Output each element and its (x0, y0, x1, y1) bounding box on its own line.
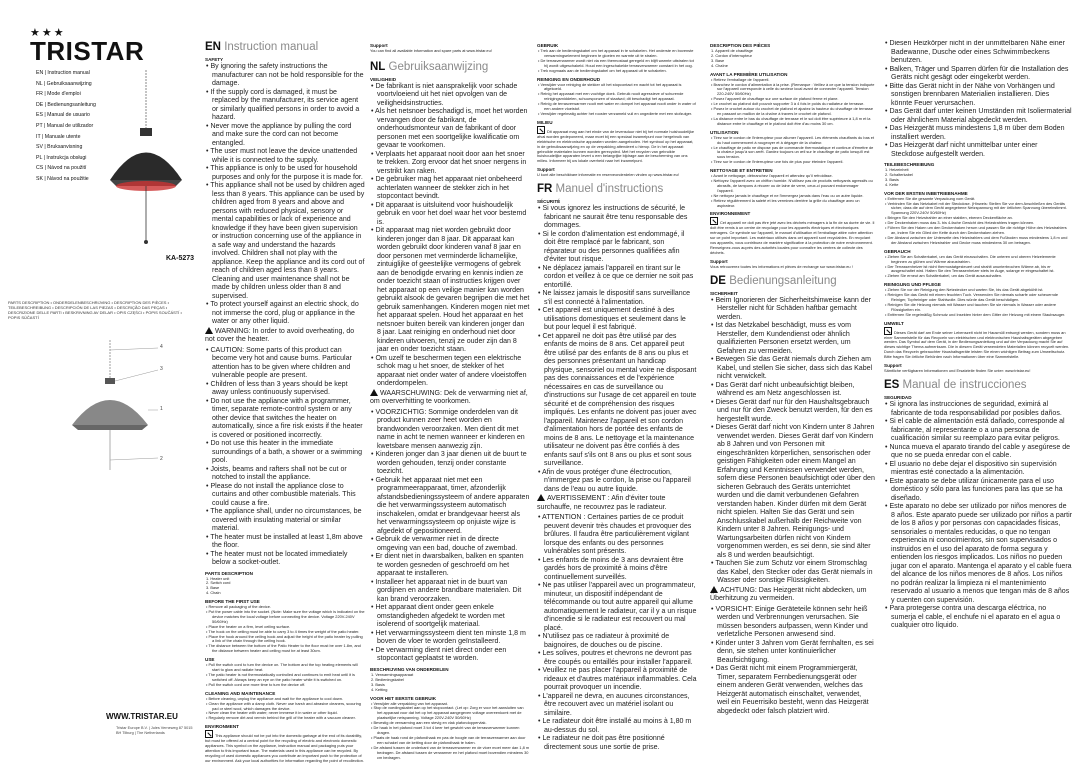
list-item: • Verwijder alle verpakking van het apparaat. (370, 702, 530, 707)
fr-clean-heading: NETTOYAGE ET ENTRETIEN (710, 168, 773, 174)
list-item: • Installeer het apparaat niet in de buurt van gordijnen en andere brandbare materialen. Dit kan brand veroorzaken. (370, 579, 530, 605)
list-item: • Place the heater on a firm, level ceiling surface. (205, 625, 365, 630)
list-item: 1. Verwarmingsapparaat (371, 671, 414, 677)
list-item: • Si le cordon d'alimentation est endommagé, il doit être remplacé par le fabricant, son réparateur ou des personnes qualifiées afin d'éviter tout risque. (537, 231, 697, 265)
list-item: • Dit apparaat mag niet worden gebruikt door kinderen jonger dan 8 jaar. Dit apparaat kan worden gebruikt door kinderen vanaf 8 jaar en door personen met verminderde lichamelijke, zintuiglijke of geestelijke vermogens of gebrek aan de benodigde ervaring en kennis indien ze onder toezicht staan of instructies krijgen over het apparaat op een veilige manier kan worden gebruikt alsook de gevaren begrijpen die met het gebruik samenhangen. Kinderen mogen niet met het apparaat spelen. Houd het apparaat en het netsnoer buiten bereik van kinderen jonger dan 8 jaar. Laat reiniging en onderhoud niet door kinderen uitvoeren, tenzij ze ouder zijn dan 8 jaar en onder toezicht staan. (370, 227, 530, 355)
nl-safety-heading: VEILIGHEID (370, 76, 397, 82)
list-item: • De fabrikant is niet aansprakelijk voor schade voortvloeiend uit het niet opvolgen van de veiligheidsinstructies. (370, 83, 530, 109)
fr-safety-heading: SÉCURITÉ (537, 199, 561, 205)
list-item: • Posez l'appareil de chauffage sur une surface de plafond ferme et plane. (710, 97, 875, 102)
de-support-heading: Support (884, 363, 902, 369)
list-item: • Verwijder regelmatig achter het rooster verzameld vuil en ongedierte met een stofzuiger. (537, 112, 697, 117)
en-before-list (205, 605, 365, 654)
list-item: • De terrasverwarmer wordt niet via een thermostaat geregeld en blijft warmte uitstralen tot hij wordt uitgeschakeld. Houd een ingeschakelde terrasverwarmer constant in het oog. (537, 59, 697, 69)
nl-parts-heading: BESCHRIJVING VAN ONDERDELEN (370, 666, 449, 672)
list-item: • Pull the switch cord to turn the device on. The bottom and the top heating elements will start to glow and radiate heat. (205, 663, 365, 673)
list-item: • Das Heizgerät muss mindestens 1,8 m über dem Boden installiert werden. (884, 125, 1072, 142)
language-item: PL | Instrukcja obsługi (36, 154, 87, 161)
list-item: • Ne nettoyez jamais le chauffage et ne l'immergez jamais dans l'eau ou un autre liquide. (710, 194, 875, 199)
list-item: • Bringen Sie den Heizstrahler an einer stabilen, ebenen Deckenfläche an. (884, 216, 1072, 221)
language-list (36, 68, 96, 185)
fr-safety-list (537, 205, 697, 494)
list-item: • Le crochet au plafond doit pouvoir supporter 3 à 4 fois le poids du radiateur de terrasse. (710, 102, 875, 107)
list-item: • The heater must not be located immediately below a socket-outlet. (205, 551, 365, 568)
list-item: • Kinder unter 3 Jahren vom Gerät fernhalten, es sei denn, sie stehen unter kontinuierlicher Beaufsichtigung. (710, 640, 875, 666)
es-safety-heading: SEGURIDAD (884, 395, 912, 400)
fr-env-heading: ENVIRONNEMENT (710, 211, 751, 217)
list-item: • Verplaats het apparaat nooit door aan het snoer te trekken. Zorg ervoor dat het snoer nergens in verstrikt kan raken. (370, 151, 530, 177)
language-item: NL | Gebruiksaanwijzing (36, 80, 92, 87)
en-use-list (205, 663, 365, 688)
en-safety-heading: SAFETY (205, 57, 224, 62)
de-before-heading: VOR DER ERSTEN INBETRIEBNAHME (884, 190, 968, 196)
list-item: • Diesen Heizkörper nicht in der unmittelbaren Nähe einer Badewanne, Dusche oder eines Schwimmbeckens benutzen. (884, 40, 1072, 66)
company-address: Tristar Europe B.V. | Jules Verneweg 87 5015 BH Tilburg | The Netherlands (116, 726, 193, 735)
list-item: • Do not use the appliance with a programmer, timer, separate remote-control system or any other device that switches the heater on automatically, since a fire risk exists if the heater is covered or positioned incorrectly. (205, 398, 365, 441)
de-use-list (884, 255, 1072, 280)
list-item: • Nunca mueva el aparato tirando del cable y asegúrese de que no se pueda enredar con el cable. (884, 444, 1072, 461)
list-item: • Tauchen Sie zum Schutz vor einem Stromschlag das Kabel, den Stecker oder das Gerät niemals in Wasser oder sonstige Flüssigkeiten. (710, 560, 875, 586)
fr-safety-list-2 (537, 514, 697, 752)
list-item: • Trek nogmaals aan de bedieningskabel om het apparaat uit te schakelen. (537, 69, 697, 74)
list-item: • Children of less than 3 years should be kept away unless continuously supervised. (205, 381, 365, 398)
list-item: • Gebruik de verwarmer niet in de directe omgeving van een bad, douche of zwembad. (370, 536, 530, 553)
en-before-heading: BEFORE THE FIRST USE (205, 599, 260, 605)
list-item: • This appliance is only to be used for household purposes and only for the purpose it is made for. (205, 165, 365, 182)
list-item: • The patio heater is not thermostatically controlled and continues to emit heat until it is switched off. Always keep an eye on the patio heater while it is switched on. (205, 673, 365, 683)
list-item: • Reinigen Sie das Gerät mit einem feuchten Tuch. Verwenden Sie niemals scharfe oder scheuernde Reiniger, Topfreiniger oder Stahlwolle. Dies würde das Gerät beschädigen. (884, 293, 1072, 303)
list-item: 1. Heater unit (206, 575, 230, 581)
list-item: • CAUTION: Some parts of this product can become very hot and cause burns. Particular attention has to be given where children and vulnerable people are present. (205, 347, 365, 381)
list-item: • Le radiateur doit être installé au moins à 1,80 m au-dessus du sol. (537, 718, 697, 735)
list-item: • Ne pas utiliser l'appareil avec un programmateur, minuteur, un dispositif indépendant de télécommande ou tout autre appareil qui allume automatiquement le radiateur, car il y a un risque d'incendie si le radiateur est recouvert ou mal placé. (537, 582, 697, 633)
list-item: • Retirez régulièrement la saleté et les vermines derrière la grille du chauffage avec un aspirateur. (710, 199, 875, 209)
list-item: • Das Gerät nicht mit einem Programmiergerät, Timer, separatem Fernbedienungsgerät oder einem anderen Gerät verwenden, welches das Heizgerät automatisch einschaltet, verwendet, weil ein Feuerrisiko besteht, wenn das Heizgerät abgedeckt oder falsch platziert wird. (710, 665, 875, 716)
list-item: • Cet appareil ne doit pas être utilisé par des enfants de moins de 8 ans. Cet appareil peut être utilisé par des enfants de 8 ans ou plus et des personnes présentant un handicap physique, sensoriel ou mental voire ne disposant pas des connaissances et de l'expérience nécessaires en cas de surveillance ou d'instructions sur l'usage de cet appareil en toute sécurité et de compréhension des risques impliqués. Les enfants ne doivent pas jouer avec l'appareil. Maintenez l'appareil et son cordon d'alimentation hors de portée des enfants de moins de 8 ans. Le nettoyage et la maintenance utilisateur ne doivent pas être confiés à des enfants sauf s'ils ont 8 ans ou plus et sont sous surveillance. (537, 333, 697, 469)
list-item: 2. Schalterkabel (885, 171, 913, 177)
list-item: • Retirez l'emballage de l'appareil. (710, 78, 875, 83)
list-item: 2. Bedieningskabel (371, 676, 404, 682)
list-item: • De verwarming dient niet direct onder een stopcontact geplaatst te worden. (370, 647, 530, 664)
de-warning: ACHTUNG: Das Heizgerät nicht abdecken, um Überhitzung zu vermeiden. (710, 586, 867, 603)
wheelie-bin-icon (537, 126, 545, 134)
en-parts-list (205, 577, 365, 597)
list-item: • Reinig het apparaat met een vochtige doek. Gebruik nooit agressieve of schurende reinigingsmiddelen, schuursponzen of staalwol; dit beschadigt het apparaat. (537, 92, 697, 102)
language-item: EN | Instruction manual (36, 70, 90, 76)
list-item: 2. Cordon d'interrupteur (711, 52, 752, 58)
list-item: • Der Deckenhaken muss das 3- bis 4-fache Gewicht des Heizstrahlers tragen können. (884, 221, 1072, 226)
brand-stars: ★★★ (30, 27, 66, 39)
list-item: • Remove all packaging of the device. (205, 605, 365, 610)
language-item: DE | Bedienungsanleitung (36, 101, 96, 108)
fr-support-heading: Support (710, 258, 728, 264)
list-item: • Ist das Netzkabel beschädigt, muss es vom Hersteller, dem Kundendienst oder ähnlich qualifizierten Personen ersetzt werden, um Gefahren zu vermeiden. (710, 322, 875, 356)
list-item: • Dieses Gerät darf nur für den Haushaltsgebrauch und nur für den Zweck benutzt werden, für den es hergestellt wurde. (710, 399, 875, 425)
fr-title: FR Manuel d'instructions (537, 183, 664, 196)
en-title: EN Instruction manual (205, 41, 319, 53)
list-item: • Het apparaat dient onder geen enkele omstandigheden afgedekt te worden met isolerend of soortgelijk materiaal. (370, 604, 530, 630)
list-item: 1. Appareil de chauffage (711, 48, 753, 53)
diagram-label: 1 (160, 406, 163, 412)
warning-icon (205, 327, 213, 334)
list-item: • Om uzelf te beschermen tegen een elektrische schok mag u het snoer, de stekker of het apparaat niet onder water of andere vloeistoffen onderdompelen. (370, 355, 530, 389)
list-item: • Before cleaning, unplug the appliance and wait for the appliance to cool down. (205, 697, 365, 702)
wheelie-bin-icon (710, 217, 718, 225)
language-item: PT | Manual de utilizador (36, 122, 94, 129)
list-item: • De haak in het plafond moet 3 tot 4 keer het gewicht van de terrasverwarmer kunnen dragen. (370, 726, 530, 736)
warning-icon (710, 586, 718, 593)
heater-product-image (100, 70, 195, 262)
list-item: • Este aparato no debe ser utilizado por niños menores de 8 años. Este aparato puede ser utilizado por niños a partir de los 8 años y por personas con capacidades físicas, sensoriales o mentales reducidas, o que no tengan experiencia ni conocimientos, sin son supervisados o instruidos en el uso del aparato de forma segura y entienden los riesgos implicados. Los niños no pueden jugar con el aparato. Mantenga el aparato y el cable fuera del alcance de los niños menores de 8 años. Los niños no podrán realizar la limpieza ni el mantenimiento reservado al usuario a menos que tengan más de 8 años y cuenten con supervisión. (884, 503, 1072, 605)
nl-clean-list (537, 83, 697, 117)
nl-safety-list-2 (370, 409, 530, 664)
list-item: • Ziehen Sie vor der Reinigung den Netzstecker und warten Sie, bis das Gerät abgekühlt ist. (884, 288, 1072, 293)
list-item: 1. Heizeinheit (885, 167, 909, 172)
fr-before-list (710, 78, 875, 127)
en-env-heading: ENVIRONMENT (205, 724, 239, 730)
list-item: • The appliance shall, under no circumstances, be covered with insulating material or similar material. (205, 508, 365, 534)
list-item: • The hook on the ceiling must be able to carry 3 to 4 times the weight of the patio heater. (205, 630, 365, 635)
list-item: • Reinigen Sie die Heizung niemals mit Wasser und tauchen Sie sie niemals in Wasser oder andere Flüssigkeiten ein. (884, 303, 1072, 313)
es-column (884, 40, 1072, 770)
list-item: • Ne laissez jamais le dispositif sans surveillance s'il est connecté à l'alimentation. (537, 290, 697, 307)
de-before-list (884, 197, 1072, 246)
list-item: • Ziehen Sie erneut am Schalterkabel, um das Gerät auszuschalten. (884, 274, 1072, 279)
list-item: • De gebruiker mag het apparaat niet onbeheerd achterlaten wanneer de stekker zich in het stopcontact bevindt. (370, 176, 530, 202)
list-item: • Le radiateur ne doit pas être positionné directement sous une sortie de prise. (537, 735, 697, 752)
list-item: • Bewegen Sie das Gerät niemals durch Ziehen am Kabel, und stellen Sie sicher, dass sich das Kabel nicht verwickelt. (710, 356, 875, 382)
list-item: • Afin de vous protéger d'une électrocution, n'immergez pas le cordon, la prise ou l'appareil dans de l'eau ou autre liquide. (537, 469, 697, 495)
en-support-text: You can find all available information and spare parts at www.tristar.eu! (370, 48, 492, 53)
fr-before-heading: AVANT LA PREMIÈRE UTILISATION (710, 71, 788, 77)
cover-panel (0, 0, 200, 774)
nl-support-heading: Support (537, 167, 555, 173)
list-item: • Avant le nettoyage, débranchez l'appareil et attendez qu'il refroidisse. (710, 174, 875, 179)
fr-warning: AVERTISSEMENT : Afin d'éviter toute surchauffe, ne recouvrez pas le radiateur. (537, 495, 667, 511)
list-item: • El usuario no debe dejar el dispositivo sin supervisión mientras esté conectado a la alimentación. (884, 461, 1072, 478)
list-item: • Never move the appliance by pulling the cord and make sure the cord can not become entangled. (205, 123, 365, 149)
list-item: • VORSICHT: Einige Geräteteile können sehr heiß werden und Verbrennungen verursachen. Sie müssen besonders aufpassen, wenn Kinder und verletzliche Personen anwesend sind. (710, 606, 875, 640)
en-clean-list (205, 697, 365, 722)
list-item: • If the supply cord is damaged, it must be replaced by the manufacturer, its service agent or similarly qualified persons in order to avoid a hazard. (205, 89, 365, 123)
brand-logo: TRISTAR (30, 36, 145, 66)
fr-use-list (710, 136, 875, 165)
list-item: • Clean the appliance with a damp cloth. Never use harsh and abrasive cleaners, scouring pad or steel wool, which damages the device. (205, 702, 365, 712)
wheelie-bin-icon (884, 327, 892, 335)
list-item: • Der Terrassenheizer ist nicht thermostatgesteuert und strahlt ununterbrochen Wärme ab, bis er ausgeschaltet wird. Halten Sie den Terrassenheizer stets im Auge, solange er eingeschaltet ist. (884, 265, 1072, 275)
model-number: KA-5273 (166, 255, 195, 262)
list-item: • Beim Ignorieren der Sicherheitshinweise kann der Hersteller nicht für Schäden haftbar gemacht werden. (710, 297, 875, 323)
diagram-label: 3 (160, 366, 163, 372)
de-parts-heading: TEILEBESCHREIBUNG (884, 162, 935, 167)
list-item: • To protect yourself against an electric shock, do not immerse the cord, plug or appliance in the water or any other liquid. (205, 301, 365, 327)
list-item: 4. Ketting (371, 686, 388, 692)
list-item: • By ignoring the safety instructions the manufacturer can not be hold responsible for the damage. (205, 63, 365, 89)
language-item: SV | Bruksanvisning (36, 144, 83, 151)
list-item: • Regularly remove dirt and vermin behind the grill of the heater with a vacuum cleaner. (205, 716, 365, 721)
en-safety-list (205, 63, 365, 327)
de-support-text: Sämtliche verfügbaren Informationen und Ersatzteile finden Sie unter: www.tristar.eu! (884, 368, 1031, 374)
nl-env-heading: MILIEU (537, 119, 553, 125)
list-item: • Verwijder voor reiniging de stekker uit het stopcontact en wacht tot het apparaat is afgekoeld. (537, 83, 697, 93)
en-support-heading: Support (370, 43, 388, 48)
list-item: • Tirez sur le cordon de l'interrupteur une fois de plus pour éteindre l'appareil. (710, 160, 875, 165)
list-item: • Never clean the heater with water; never immerse it in water or other liquid. (205, 711, 365, 716)
list-item: • Dit apparaat is uitsluitend voor huishoudelijk gebruik en voor het doel waar het voor bestemd is. (370, 202, 530, 228)
list-item: • The user must not leave the device unattended while it is connected to the supply. (205, 148, 365, 165)
list-item: • Si el cable de alimentación está dañado, corresponde al fabricante, al representante o a una persona de cualificación similar su reemplazo para evitar peligros. (884, 418, 1072, 444)
list-item: • Führen Sie den Haken um den Deckenhaken herum und passen Sie die richtige Höhe des Heizstrahlers an, indem Sie ein Glied der Kette durch den Deckenhaken ziehen. (884, 226, 1072, 236)
list-item: • Si ignora las instrucciones de seguridad, eximirá al fabricante de toda responsabilidad por posibles daños. (884, 401, 1072, 418)
diagram-label: 4 (160, 344, 163, 350)
list-item: • Entfernen Sie regelmäßig Schmutz und Insekten hinter dem Gitter der Heizung mit einem Staubsauger. (884, 313, 1072, 318)
list-item: • Les solives, poutres et chevrons ne devront pas être coupés ou entaillés pour installer l'appareil. (537, 650, 697, 667)
nl-use-list (537, 49, 697, 74)
fr-clean-list (710, 174, 875, 208)
list-item: • Este aparato se debe utilizar únicamente para el uso doméstico y sólo para las funciones para las que se ha diseñado. (884, 478, 1072, 504)
en-safety-list-2 (205, 347, 365, 568)
list-item: • Er dient niet in dwarsbalken, balken en spanten te worden gesneden of geschroefd om het apparaat te installeren. (370, 553, 530, 579)
heater-parts-diagram (60, 340, 160, 490)
list-item: • ATTENTION : Certaines parties de ce produit peuvent devenir très chaudes et provoquer des brûlures. Il faudra être particulièrement vigilant lorsque des enfants ou des personnes vulnérables sont présents. (537, 514, 697, 557)
list-item: • The heater must be installed at least 1,8m above the floor. (205, 534, 365, 551)
language-item: ES | Manual de usuario (36, 112, 90, 119)
de-safety-list-2 (710, 606, 875, 717)
language-item: FR | Mode d'emploi (36, 91, 81, 98)
list-item: 3. Base (206, 585, 220, 591)
list-item: • Pull the switch cord one more time to turn the device off. (205, 683, 365, 688)
warning-icon (537, 494, 545, 501)
de-safety-list (710, 297, 875, 586)
list-item: • Stop de voedingskabel aan op het stopcontact. (Let op: Zorg er voor het aansluiten van het apparaat voor dat het op het apparaat aangegeven voltage overeenkomt met de plaatselijke netspanning. Voltage 220V-240V 50/60Hz) (370, 706, 530, 721)
list-item: • Gebruik het apparaat niet met een programmeerapparaat, timer, afzonderlijk afstandsbedieningssysteem of andere apparaten die het verwarmingssysteem automatisch inschakelen, omdat er brandgevaar heerst als het verwarmingssysteem op onjuiste wijze is afgedekt of gepositioneerd. (370, 477, 530, 537)
fr-env-text: Cet appareil ne doit pas être jeté avec les déchets ménagers à la fin de sa durée de vie. Il doit être remis à un centre de recyclage pour les appareils électriques et électroniques ménagers. Ce symbole sur l'appareil, le manuel d'utilisation et l'emballage attire votre attention sur ce point important. Les matériaux utilisés dans cet appareil sont recyclables. En recyclant vos appareils, vous contribuez de manière significative à la protection de notre environnement. Renseignez-vous auprès des autorités locales pour connaître les centres de collecte des déchets. (710, 217, 875, 255)
list-item: • Veuillez ne pas placer l'appareil à proximité de rideaux et d'autres matériaux inflammables. Cela pourrait provoquer un incendie. (537, 667, 697, 693)
nl-env-text: Dit apparaat mag aan het einde van de levensduur niet bij het normale huishoudelijke afval worden gedeponeerd, maar moet bij een speciaal inzamelpunt voor hergebruik van elektrische en elektronische apparaten worden aangeboden. Het symbool op het apparaat, in de gebruiksaanwijzing en op de verpakking attendeert u hierop. De in het apparaat gebruikte materialen kunnen worden gerecycled. Met het recyclen van gebruikte huishoudelijke apparaten levert u een belangrijke bijdrage aan de bescherming van ons milieu. Informeer bij uw lokale overheid naar het inzamelpunt. (537, 126, 697, 164)
list-item: • Reinig de terrasverwarmer nooit met water en dompel het apparaat nooit onder in water of een andere vloeistof. (537, 102, 697, 112)
fr-support-text: Vous retrouverez toutes les informations et pièces de rechange sur www.tristar.eu ! (710, 263, 853, 269)
list-item: • Verbinden Sie das Netzkabel mit der Steckdose. (Hinweis: Stellen Sie vor dem Anschließen des Geräts sicher, dass die auf dem Gerät angegebene Netzspannung mit der örtlichen Spannung übereinstimmt. Spannung 220V-240V 50/60Hz) (884, 202, 1072, 217)
list-item: • Als het netsnoer beschadigd is, moet het worden vervangen door de fabrikant, de onderhoudsmonteur van de fabrikant of door personen met een soortgelijke kwalificatie om gevaar te voorkomen. (370, 108, 530, 151)
list-item: • Para protegerse contra una descarga eléctrica, no sumerja el cable, el enchufe ni el aparato en el agua o cualquier otro líquido. (884, 605, 1072, 631)
de-title: DE Bedienungsanleitung (710, 274, 837, 287)
list-item: • This appliance shall not be used by children aged less than 8 years. This appliance can be used by children aged from 8 years and above and persons with reduced physical, sensory or mental capabilities or lack of experience and knowledge if they have been given supervision or instruction concerning use of the appliance in a safe way and understand the hazards involved. Children shall not play with the appliance. Keep the appliance and its cord out of reach of children aged less than 8 years. Cleaning and user maintenance shall not be made by children unless older than 8 and supervised. (205, 182, 365, 301)
nl-parts-list (370, 673, 530, 693)
de-parts-list (884, 168, 1072, 188)
language-item: CS | Návod na použití (36, 165, 87, 172)
list-item: • La distance entre le bas du chauffage de terrasse et le sol doit être supérieure à 1,8 m et la distance entre le chauffage et le plafond doit être d'au moins 30 cm. (710, 117, 875, 127)
list-item: • N'utilisez pas ce radiateur à proximité de baignoires, de douches ou de piscine. (537, 633, 697, 650)
language-item: SK | Návod na použitie (36, 175, 89, 182)
de-env-heading: UMWELT (884, 320, 904, 326)
list-item: • Nettoyez l'appareil avec un chiffon humide. N'utilisez pas de produits nettoyants agressifs ou abrasifs, de tampons à récurer ou de laine de verre, ceux-ci pouvant endommager l'appareil. (710, 179, 875, 194)
list-item: • Balken, Träger und Sparren dürfen für die Installation des Geräts nicht gesägt oder eingekerbt werden. (884, 66, 1072, 83)
list-item: • Cet appareil est uniquement destiné à des utilisations domestiques et seulement dans le but pour lequel il est fabriqué. (537, 307, 697, 333)
en-use-heading: USE (205, 657, 215, 663)
list-item: • Trek aan de bedieningskabel om het apparaat in te schakelen. Het onderste en bovenste verwarmingselement beginnen te gloeien en warmte uit te stralen. (537, 49, 697, 59)
list-item: • Put the power cable into the socket. (Note: Make sure the voltage which is indicated on the device matches the local voltage before connecting the device. Voltage 220V-240V 50/60Hz) (205, 610, 365, 625)
list-item: 4. Kette (885, 181, 899, 187)
list-item: • Ne déplacez jamais l'appareil en tirant sur le cordon et veillez à ce que ce dernier ne soit pas entortillé. (537, 265, 697, 291)
de-clean-list (884, 288, 1072, 317)
list-item: • Bitte das Gerät nicht in der Nähe von Vorhängen und sonstigen brennbaren Materialien installieren. Dies könnte Feuer verursachen. (884, 83, 1072, 109)
list-item: 3. Base (711, 57, 725, 63)
website: WWW.TRISTAR.EU (106, 712, 178, 721)
list-item: • Het verwarmingssysteem dient ten minste 1,8 m boven de vloer te worden geïnstalleerd. (370, 630, 530, 647)
list-item: 3. Basis (371, 681, 385, 687)
nl-title: NL Gebruiksaanwijzing (370, 60, 489, 73)
nl-safety-list (370, 83, 530, 389)
list-item: • Please do not install the appliance close to curtains and other combustible materials. This could cause a fire. (205, 483, 365, 509)
language-item: IT | Manuale utente (36, 133, 81, 140)
en-column (205, 40, 365, 770)
list-item: • VOORZICHTIG: Sommige onderdelen van dit product kunnen zeer heet worden en brandwonden veroorzaken. Men dient dit met name in acht te nemen wanneer er kinderen en kwetsbare mensen aanwezig zijn. (370, 409, 530, 452)
list-item: • De afstand tussen de onderkant van de terrasverwarmer en de vloer moet meer dan 1,8 m bedragen. De afstand tussen de verwarmer en het plafond moet bovendien minstens 30 cm bedragen. (370, 746, 530, 761)
list-item: • Ziehen Sie am Schalterkabel, um das Gerät einzuschalten. Die unteren und oberen Heizelemente beginnen zu glühen und Wärme abzustrahlen. (884, 255, 1072, 265)
en-env-text: This appliance should not be put into the domestic garbage at the end of its durability, but must be offered at a central point for the recycling of electric and electronic domestic appliances. This symbol on the appliance, instruction manual and packaging puts your attention to this important issue. The materials used in this appliance can be recycled. By recycling of used domestic appliances you contribute an important push to the protection of our environment. Ask your local authorities for information regarding the point of recollection. (205, 730, 365, 763)
nl-clean-heading: REINIGING EN ONDERHOUD (537, 76, 601, 82)
wheelie-bin-icon (205, 730, 213, 738)
list-item: • Das Heizgerät darf nicht unmittelbar unter einer Steckdose aufgestellt werden. (884, 142, 1072, 159)
fr-column (537, 40, 697, 770)
list-item: • Das Gerät darf nicht unbeaufsichtigt bleiben, während es am Netz angeschlossen ist. (710, 382, 875, 399)
list-item: • Kinderen jonger dan 3 jaar dienen uit de buurt te worden gehouden, tenzij onder constante toezicht. (370, 451, 530, 477)
list-item: 2. Switch cord (206, 580, 231, 586)
parts-caption: PARTS DESCRIPTION • ONDERDELENBESCHRIJVING • DESCRIPTION DES PIÈCES • TEILEBESCHREIBUNG • DESCRIPCIÓN DE LAS PIEZAS • DESCRIÇÃO DAS PEÇAS • DESCRIZIONE DELLE PARTI • BESKRIVNING AV DELAR • OPIS CZĘŚCI • POPIS SOUČÁSTÍ • POPIS SÚČASTÍ (8, 300, 182, 320)
list-item: • Branchez le cordon d'alimentation à la prise. (Remarque : Veillez à ce que la tension indiquée sur l'appareil corresponde à celle du secteur local avant de connecter l'appareil. Tension 220-240V 50/60Hz) (710, 83, 875, 98)
de-clean-heading: REINIGUNG UND PFLEGE (884, 282, 941, 288)
list-item: • Das Gerät darf unter keinen Umständen mit Isoliermaterial oder ähnlichem Material abgedeckt werden. (884, 108, 1072, 125)
list-item: • Plaats de haak rond de plafondhaak en pas de hoogte van de terrasverwarmer aan door een schakel van de ketting door de plafondhaak te halen. (370, 736, 530, 746)
en-warning: WARNING: In order to avoid overheating, do not cover the heater. (205, 327, 355, 343)
fr-use-heading: UTILISATION (710, 129, 739, 135)
list-item: • Place the hook around the ceiling hook and adjust the height of the patio heater by pulling a link of the chain through the ceiling hook. (205, 635, 365, 645)
list-item: • The distance between the bottom of the Patio Heater to the floor must be over 1.8m, and the distance between heater and ceiling must be at least 30cm. (205, 644, 365, 654)
es-title: ES Manual de instrucciones (884, 379, 1027, 391)
nl-column (370, 40, 530, 770)
list-item: • Si vous ignorez les instructions de sécurité, le fabricant ne saurait être tenu responsable des dommages. (537, 205, 697, 231)
list-item: • Bevestig de verwarming aan een stevig en vlak plafondoppervlak. (370, 721, 530, 726)
list-item: • Les enfants de moins de 3 ans devraient être gardés hors de proximité à moins d'être continuellement surveillés. (537, 557, 697, 583)
nl-support-text: U kunt alle beschikbare informatie en reserveonderdelen vinden op www.tristar.eu! (537, 172, 679, 178)
list-item: 3. Basis (885, 176, 899, 182)
en-parts-heading: PARTS DESCRIPTION (205, 570, 253, 576)
list-item: • Entfernen Sie die gesamte Verpackung vom Gerät. (884, 197, 1072, 202)
en-clean-heading: CLEANING AND MAINTENANCE (205, 690, 276, 696)
warning-icon (370, 389, 378, 396)
list-item: • Der Abstand zwischen der Unterseite des Heizstrahlers und dem Fußboden muss mindestens 1,8 m und der Abstand zwischen Heizstrahler und Decke muss mindestens 30 cm betragen. (884, 236, 1072, 246)
list-item: 4. Chaîne (711, 62, 728, 68)
de-env-text: Dieses Gerät darf am Ende seiner Lebenszeit nicht im Hausmüll entsorgt werden, sondern muss an einer Sammelstelle für das Recyceln von elektrischen und elektronischen Haushaltsgeräten abgegeben werden. Das Symbol auf dem Gerät, in der Bedienungsanleitung und auf der Verpackung macht Sie auf dieses wichtige Thema aufmerksam. Die in diesem Gerät verwendeten Materialien können recycelt werden. Durch das Recyceln gebrauchter Haushaltsgeräte leisten Sie einen wichtigen Beitrag zum Umweltschutz. Bitte fragen Sie örtliche Behörden nach Informationen über eine Sammelstelle. (884, 327, 1072, 360)
diagram-label: 2 (160, 456, 163, 462)
list-item: • Joists, beams and rafters shall not be cut or notched to install the appliance. (205, 466, 365, 483)
list-item: 4. Chain (206, 590, 221, 596)
fr-parts-list (710, 49, 875, 69)
list-item: • Do not use this heater in the immediate surroundings of a bath, a shower or a swimming pool. (205, 440, 365, 466)
list-item: • Le chauffage de patio ne dispose pas de commande thermostatique et continue d'émettre de la chaleur jusqu'à son arrêt. Gardez toujours un œil sur le chauffage de patio lorsqu'il est sous tension. (710, 146, 875, 161)
nl-warning: WAARSCHUWING: Dek de verwarming niet af, om oververhitting te voorkomen. (370, 389, 528, 406)
nl-use-heading: GEBRUIK (537, 43, 559, 48)
de-safety-list-3 (884, 40, 1072, 159)
list-item: • Posez le crochet autour du crochet de plafond et ajustez la hauteur du chauffage de terrasse en passant un maillon de la chaîne à travers le crochet de plafond. (710, 107, 875, 117)
de-safety-heading: SICHERHEIT (710, 290, 738, 296)
list-item: • L'appareil ne devra, en aucunes circonstances, être recouvert avec un matériel isolant ou similaire. (537, 693, 697, 719)
list-item: • Tirez sur le cordon de l'interrupteur pour allumer l'appareil. Les éléments chauffants du bas et du haut commencent à rougeoyer et à dégager de la chaleur. (710, 136, 875, 146)
es-safety-list (884, 401, 1072, 631)
fr-parts-heading: DESCRIPTION DES PIÈCES (710, 43, 771, 48)
nl-before-list (370, 702, 530, 761)
de-column (710, 40, 875, 770)
nl-before-heading: VOOR HET EERSTE GEBRUIK (370, 695, 437, 701)
de-use-heading: GEBRAUCH (884, 248, 911, 254)
list-item: • Dieses Gerät darf nicht von Kindern unter 8 Jahren verwendet werden. Dieses Gerät darf von Kindern ab 8 Jahren und von Personen mit eingeschränkten körperlichen, sensorischen oder geistigen Fähigkeiten oder einem Mangel an Erfahrung und Kenntnissen verwendet werden, sofern diese Personen beaufsichtigt oder über den sicheren Gebrauch des Geräts unterrichtet wurden und die damit verbundenen Gefahren verstanden haben. Kinder dürfen mit dem Gerät nicht spielen. Halten Sie das Gerät und sein Anschlusskabel außerhalb der Reichweite von Kindern unter 8 Jahren. Reinigungs- und Wartungsarbeiten dürfen nicht von Kindern vorgenommen werden, es sei denn, sie sind älter als 8 und werden beaufsichtigt. (710, 424, 875, 560)
